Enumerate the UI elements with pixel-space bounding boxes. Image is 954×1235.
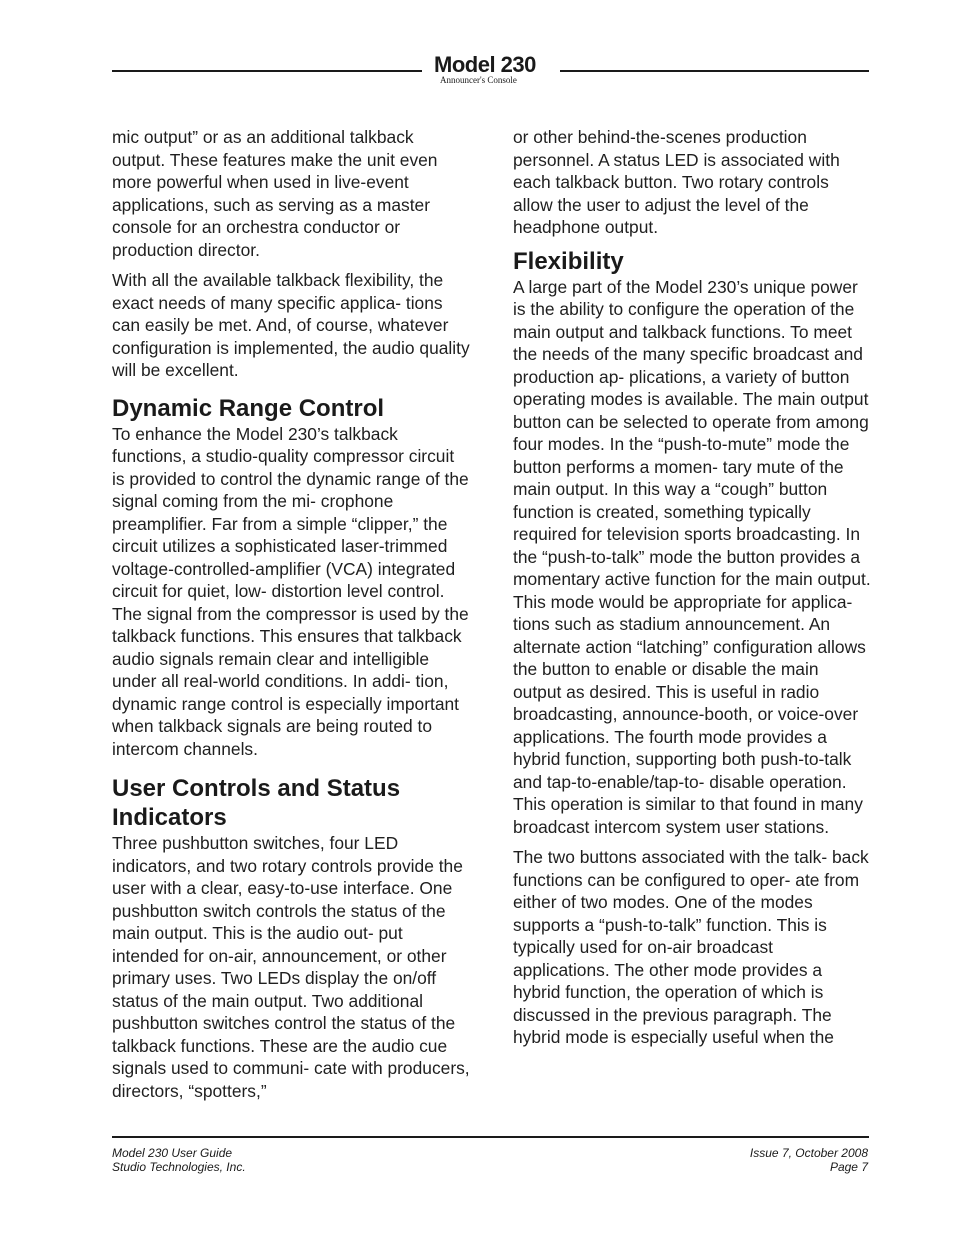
paragraph: A large part of the Model 230’s unique power is the ability to configure the operation of the main output and talkback functions. To meet the needs of the many specific broadcast and production ap- plications, a variety of button operating modes is available. The main output button can be selected to operate from among four modes. In the “push-to-mute” mode the button performs a momen- tary mute of the main output. In this way a “cough” button function is created, something typically required for television sports broadcasting. In the “push-to-talk” mode the button provides a momentary active function for the main output. This mode would be appropriate for applica- tions such as stadium announcement. An alternate action “latching” configuration allows the button to enable or disable the main output as desired. This is useful in radio broadcasting, announce-booth, or voice-over applications. The fourth mode provides a hybrid function, supporting both push-to-talk and tap-to-enable/tap-to- disable operation. This operation is similar to that found in many broadcast intercom system user stations.: [513, 276, 871, 837]
footer-right: [600, 1146, 868, 1174]
paragraph: mic output” or as an additional talkback output. These features make the unit even more powerful when used in live-event applications, such as serving as a master console for an orchestra conductor or production director.: [112, 127, 438, 260]
paragraph: Three pushbutton switches, four LED indicators, and two rotary controls provide the user with a clear, easy-to-use interface. One pushbutton switch controls the status of the main output. This is the audio out- put intended for on-air, announcement, or other primary uses. Two LEDs display the on/off status of the main output. Two additional pushbutton switches control the status of the talkback functions. These are the audio cue signals used to communi- cate with producers, directors, “spotters,”: [112, 833, 470, 1101]
footer-rule: [112, 1136, 869, 1138]
right-column: [513, 126, 871, 1057]
footer-guide-title: Model 230 User Guide: [112, 1146, 233, 1160]
paragraph: The two buttons associated with the talk- back functions can be configured to oper- ate from either of two modes. One of the modes supports a “push-to-talk” function. This is typically used for on-air broadcast applications. The other mode provides a hybrid function, the operation of which is discussed in the previous paragraph. The hybrid mode is especially useful when the: [513, 847, 869, 1047]
section-heading-flexibility: Flexibility: [513, 247, 624, 275]
paragraph: With all the available talkback flexibility, the exact needs of many specific applica- tions can easily be met. And, of course, whatever configuration is implemented, the audio quality will be excellent.: [112, 270, 470, 380]
section-heading-user-controls: User Controls and Status Indicators: [112, 775, 401, 831]
header-rule-left: [112, 70, 422, 72]
footer-left: [112, 1146, 246, 1174]
footer-company: Studio Technologies, Inc.: [112, 1160, 246, 1174]
section-heading-dynamic-range: Dynamic Range Control: [112, 394, 385, 422]
header-title: Model 230: [434, 52, 536, 77]
paragraph: To enhance the Model 230’s talkback functions, a studio-quality compressor circuit is provided to control the dynamic range of the signal coming from the mi- crophone preamplifier. Far from a simple “clipper,” the circuit utilizes a sophisticated laser-trimmed voltage-controlled-amplifier (VCA) integrated circuit for quiet, low- distortion level control. The signal from the compressor is used by the talkback functions. This ensures that talkback audio signals remain clear and intelligible under all real-world conditions. In addi- tion, dynamic range control is especially important when talkback signals are being routed to intercom channels.: [112, 423, 469, 759]
header-subtitle: Announcer's Console: [440, 75, 517, 85]
header-rule-right: [560, 70, 869, 72]
paragraph: or other behind-the-scenes production personnel. A status LED is associated with each talkback button. Two rotary controls allow the user to adjust the level of the headphone output.: [513, 127, 840, 237]
footer-page-number: Page 7: [829, 1160, 868, 1174]
footer-issue: Issue 7, October 2008: [749, 1146, 868, 1160]
left-column: [112, 126, 470, 1110]
